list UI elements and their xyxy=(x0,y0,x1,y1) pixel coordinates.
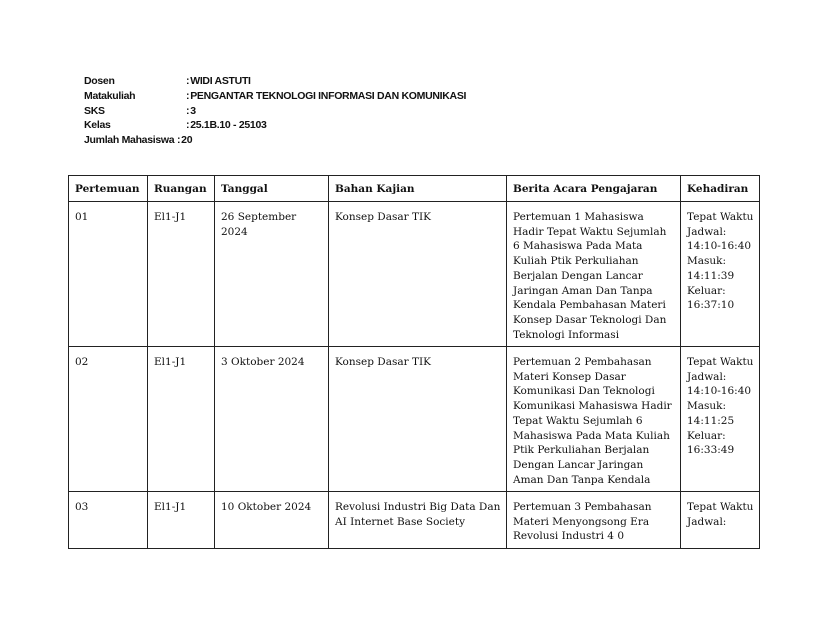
column-header-berita-acara: Berita Acara Pengajaran xyxy=(507,176,681,202)
info-value: PENGANTAR TEKNOLOGI INFORMASI DAN KOMUNIKASI xyxy=(190,89,467,102)
info-value: 3 xyxy=(190,104,196,117)
info-row-jumlah-mahasiswa xyxy=(84,133,466,148)
column-header-ruangan: Ruangan xyxy=(148,176,215,202)
info-colon: : xyxy=(186,119,190,132)
cell-kehadiran: Tepat Waktu Jadwal: xyxy=(681,492,760,549)
column-header-pertemuan: Pertemuan xyxy=(69,176,148,202)
info-colon: : xyxy=(174,134,181,147)
table-header-row xyxy=(69,176,760,202)
cell-pertemuan: 03 xyxy=(69,492,148,549)
info-colon: : xyxy=(186,104,190,117)
cell-kehadiran: Tepat Waktu Jadwal: 14:10-16:40 Masuk: 14:11:25 Keluar: 16:33:49 xyxy=(681,347,760,492)
info-colon: : xyxy=(186,89,190,102)
cell-ruangan: El1-J1 xyxy=(148,202,215,347)
course-info-header xyxy=(84,74,466,148)
cell-bahan-kajian: Konsep Dasar TIK xyxy=(329,347,507,492)
cell-berita-acara: Pertemuan 2 Pembahasan Materi Konsep Dasar Komunikasi Dan Teknologi Komunikasi Mahasiswa Hadir Tepat Waktu Sejumlah 6 Mahasiswa Pada Mata Kuliah Ptik Perkuliahan Berjalan Dengan Lancar Jaringan Aman Dan Tanpa Kendala xyxy=(507,347,681,492)
info-label: Dosen xyxy=(84,75,115,87)
cell-pertemuan: 01 xyxy=(69,202,148,347)
cell-ruangan: El1-J1 xyxy=(148,492,215,549)
cell-pertemuan: 02 xyxy=(69,347,148,492)
cell-bahan-kajian: Revolusi Industri Big Data Dan AI Internet Base Society xyxy=(329,492,507,549)
info-label: Kelas xyxy=(84,119,111,132)
cell-tanggal: 3 Oktober 2024 xyxy=(215,347,329,492)
column-header-kehadiran: Kehadiran xyxy=(681,176,760,202)
table-row xyxy=(69,202,760,347)
cell-kehadiran: Tepat Waktu Jadwal: 14:10-16:40 Masuk: 14:11:39 Keluar: 16:37:10 xyxy=(681,202,760,347)
cell-berita-acara: Pertemuan 3 Pembahasan Materi Menyongsong Era Revolusi Industri 4 0 xyxy=(507,492,681,549)
info-value: 25.1B.10 - 25103 xyxy=(190,119,267,132)
table-row xyxy=(69,492,760,549)
cell-ruangan: El1-J1 xyxy=(148,347,215,492)
info-value: WIDI ASTUTI xyxy=(190,75,251,87)
info-value: 20 xyxy=(181,134,193,147)
attendance-table xyxy=(68,175,760,549)
cell-berita-acara: Pertemuan 1 Mahasiswa Hadir Tepat Waktu Sejumlah 6 Mahasiswa Pada Mata Kuliah Ptik Perkuliahan Berjalan Dengan Lancar Jaringan Aman Dan Tanpa Kendala Pembahasan Materi Konsep Dasar Teknologi Dan Teknologi Informasi xyxy=(507,202,681,347)
info-row-matakuliah xyxy=(84,89,466,104)
info-colon: : xyxy=(186,75,190,87)
info-row-dosen xyxy=(84,74,466,89)
table-row xyxy=(69,347,760,492)
column-header-bahan-kajian: Bahan Kajian xyxy=(329,176,507,202)
info-label: Matakuliah xyxy=(84,89,136,102)
column-header-tanggal: Tanggal xyxy=(215,176,329,202)
info-label: SKS xyxy=(84,104,105,117)
cell-tanggal: 26 September 2024 xyxy=(215,202,329,347)
info-row-sks xyxy=(84,104,466,119)
info-label: Jumlah Mahasiswa xyxy=(84,134,175,147)
cell-bahan-kajian: Konsep Dasar TIK xyxy=(329,202,507,347)
cell-tanggal: 10 Oktober 2024 xyxy=(215,492,329,549)
info-row-kelas xyxy=(84,118,466,133)
